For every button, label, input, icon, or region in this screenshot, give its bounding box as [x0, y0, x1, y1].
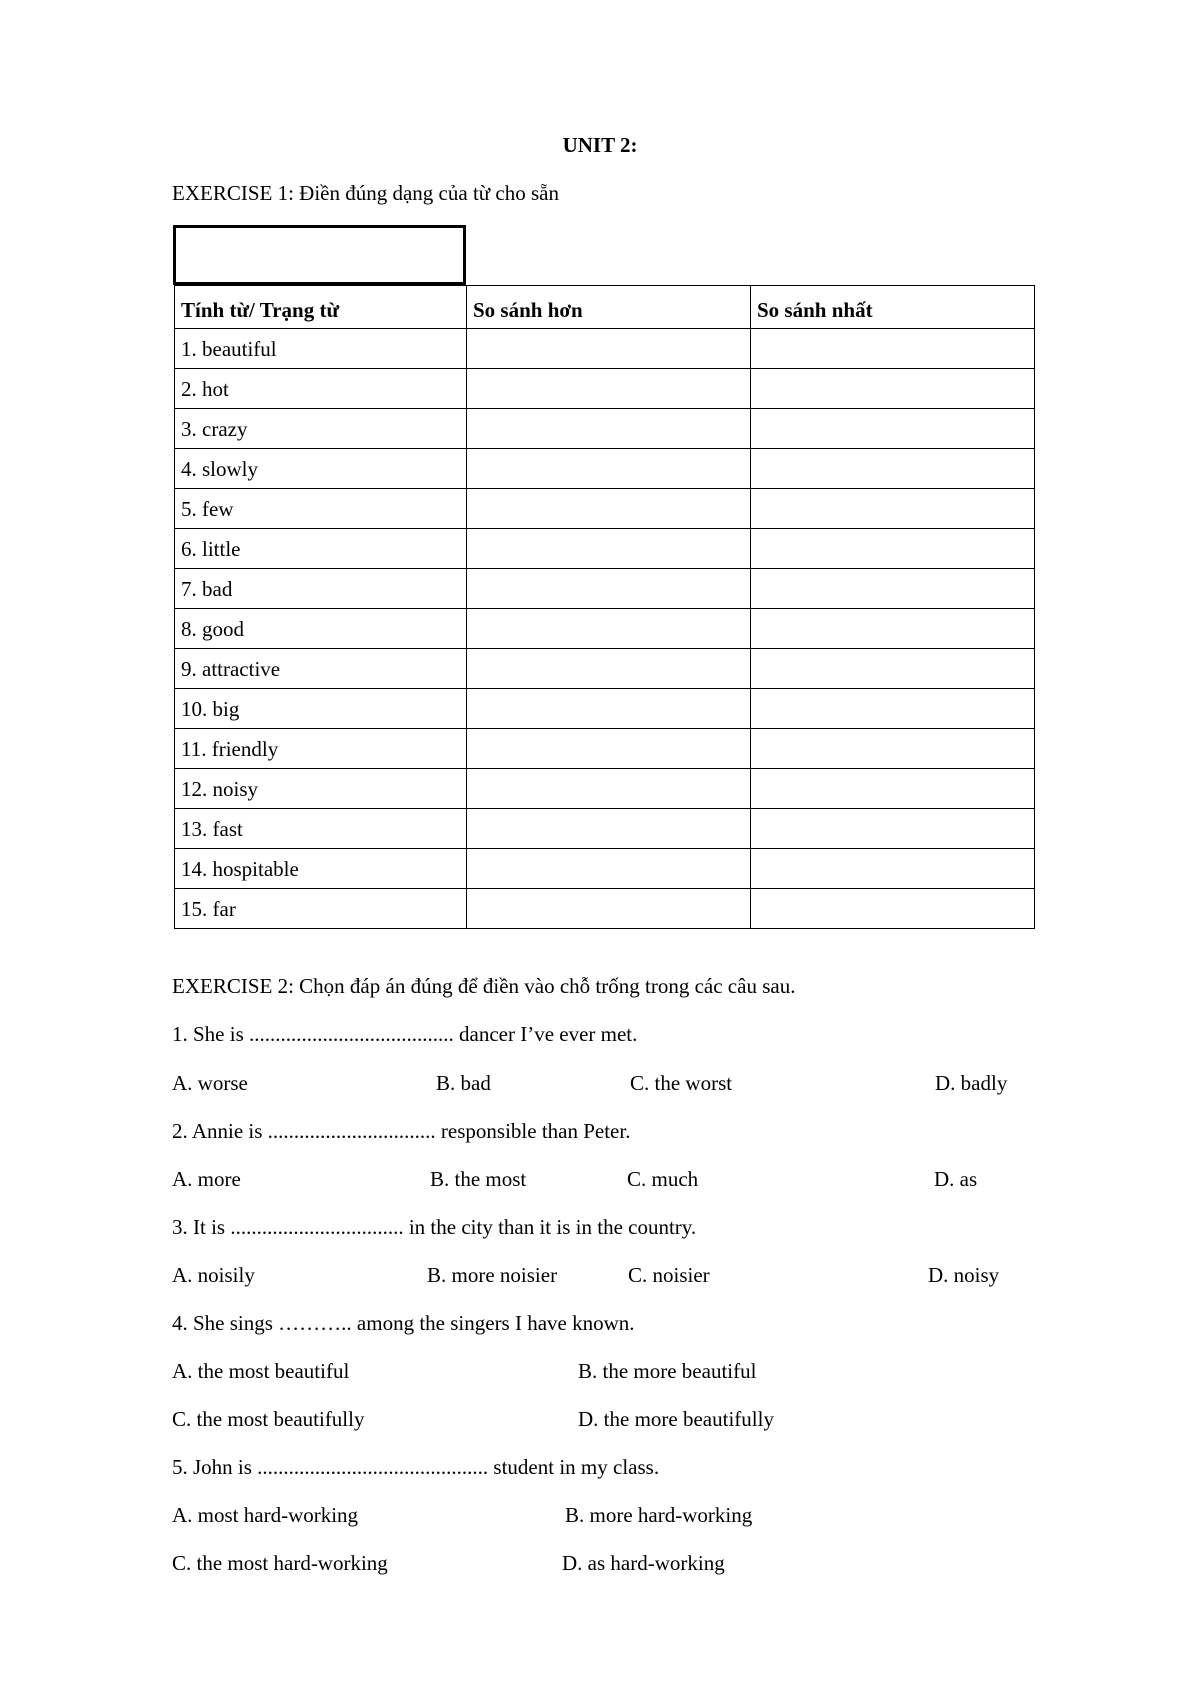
question-2: 2. Annie is ................................ responsible than Peter.: [172, 1119, 631, 1143]
option-a[interactable]: A. noisily: [172, 1263, 255, 1287]
column-header: So sánh nhất: [751, 286, 1035, 329]
comparative-cell[interactable]: [467, 889, 751, 929]
comparative-cell[interactable]: [467, 409, 751, 449]
option-d[interactable]: D. the more beautifully: [578, 1407, 774, 1431]
table-row: [175, 329, 1035, 369]
superlative-cell[interactable]: [751, 729, 1035, 769]
superlative-cell[interactable]: [751, 489, 1035, 529]
word-cell: 5. few: [175, 489, 467, 529]
word-cell: 6. little: [175, 529, 467, 569]
comparative-cell[interactable]: [467, 569, 751, 609]
table-row: [175, 729, 1035, 769]
superlative-cell[interactable]: [751, 609, 1035, 649]
table-row: [175, 489, 1035, 529]
comparative-cell[interactable]: [467, 329, 751, 369]
option-d[interactable]: D. as: [934, 1167, 978, 1191]
comparative-cell[interactable]: [467, 609, 751, 649]
option-b[interactable]: B. more noisier: [427, 1263, 558, 1287]
comparative-cell[interactable]: [467, 369, 751, 409]
option-a[interactable]: A. worse: [172, 1071, 248, 1095]
superlative-cell[interactable]: [751, 849, 1035, 889]
superlative-cell[interactable]: [751, 569, 1035, 609]
table-row: [175, 409, 1035, 449]
comparative-cell[interactable]: [467, 809, 751, 849]
option-a[interactable]: A. more: [172, 1167, 241, 1191]
page-title: UNIT 2:: [562, 133, 638, 157]
comparative-cell[interactable]: [467, 769, 751, 809]
word-cell: 14. hospitable: [175, 849, 467, 889]
comparative-cell[interactable]: [467, 489, 751, 529]
word-forms-table: [174, 285, 1035, 929]
table-row: [175, 769, 1035, 809]
option-c[interactable]: C. noisier: [628, 1263, 710, 1287]
option-b[interactable]: B. bad: [436, 1071, 491, 1095]
superlative-cell[interactable]: [751, 369, 1035, 409]
table-row: [175, 609, 1035, 649]
comparative-cell[interactable]: [467, 649, 751, 689]
option-a[interactable]: A. most hard-working: [172, 1503, 359, 1527]
option-d[interactable]: D. badly: [935, 1071, 1008, 1095]
table-header-row: [175, 286, 1035, 329]
option-c[interactable]: C. the most hard-working: [172, 1551, 388, 1575]
comparative-cell[interactable]: [467, 449, 751, 489]
comparative-cell[interactable]: [467, 729, 751, 769]
word-cell: 12. noisy: [175, 769, 467, 809]
table-row: [175, 889, 1035, 929]
option-a[interactable]: A. the most beautiful: [172, 1359, 350, 1383]
question-5: 5. John is ............................................ student in my class.: [172, 1455, 660, 1479]
superlative-cell[interactable]: [751, 689, 1035, 729]
word-cell: 8. good: [175, 609, 467, 649]
table-row: [175, 809, 1035, 849]
superlative-cell[interactable]: [751, 329, 1035, 369]
word-cell: 3. crazy: [175, 409, 467, 449]
superlative-cell[interactable]: [751, 809, 1035, 849]
option-d[interactable]: D. noisy: [928, 1263, 1000, 1287]
question-3: 3. It is ................................. in the city than it is in the country.: [172, 1215, 697, 1239]
comparative-cell[interactable]: [467, 529, 751, 569]
exercise-1-heading: EXERCISE 1: Điền đúng dạng của từ cho sẵn: [172, 181, 559, 205]
word-cell: 4. slowly: [175, 449, 467, 489]
word-cell: 13. fast: [175, 809, 467, 849]
table-row: [175, 529, 1035, 569]
exercise-2-heading: EXERCISE 2: Chọn đáp án đúng để điền vào chỗ trống trong các câu sau.: [172, 974, 796, 998]
table-row: [175, 849, 1035, 889]
option-c[interactable]: C. the most beautifully: [172, 1407, 365, 1431]
word-cell: 2. hot: [175, 369, 467, 409]
comparative-cell[interactable]: [467, 849, 751, 889]
option-c[interactable]: C. much: [627, 1167, 699, 1191]
superlative-cell[interactable]: [751, 449, 1035, 489]
option-c[interactable]: C. the worst: [630, 1071, 733, 1095]
table-row: [175, 569, 1035, 609]
option-d[interactable]: D. as hard-working: [562, 1551, 725, 1575]
word-cell: 1. beautiful: [175, 329, 467, 369]
table-row: [175, 449, 1035, 489]
option-b[interactable]: B. the more beautiful: [578, 1359, 757, 1383]
comparative-cell[interactable]: [467, 689, 751, 729]
word-cell: 9. attractive: [175, 649, 467, 689]
word-cell: 15. far: [175, 889, 467, 929]
blank-box: [173, 225, 466, 285]
superlative-cell[interactable]: [751, 649, 1035, 689]
table-row: [175, 689, 1035, 729]
superlative-cell[interactable]: [751, 409, 1035, 449]
question-1: 1. She is ....................................... dancer I’ve ever met.: [172, 1022, 638, 1046]
option-b[interactable]: B. more hard-working: [565, 1503, 753, 1527]
table-row: [175, 649, 1035, 689]
column-header: So sánh hơn: [467, 286, 751, 329]
table-row: [175, 369, 1035, 409]
option-b[interactable]: B. the most: [430, 1167, 527, 1191]
word-cell: 11. friendly: [175, 729, 467, 769]
superlative-cell[interactable]: [751, 529, 1035, 569]
question-4: 4. She sings ……….. among the singers I have known.: [172, 1311, 635, 1335]
column-header: Tính từ/ Trạng từ: [175, 286, 467, 329]
word-cell: 10. big: [175, 689, 467, 729]
word-cell: 7. bad: [175, 569, 467, 609]
superlative-cell[interactable]: [751, 769, 1035, 809]
superlative-cell[interactable]: [751, 889, 1035, 929]
